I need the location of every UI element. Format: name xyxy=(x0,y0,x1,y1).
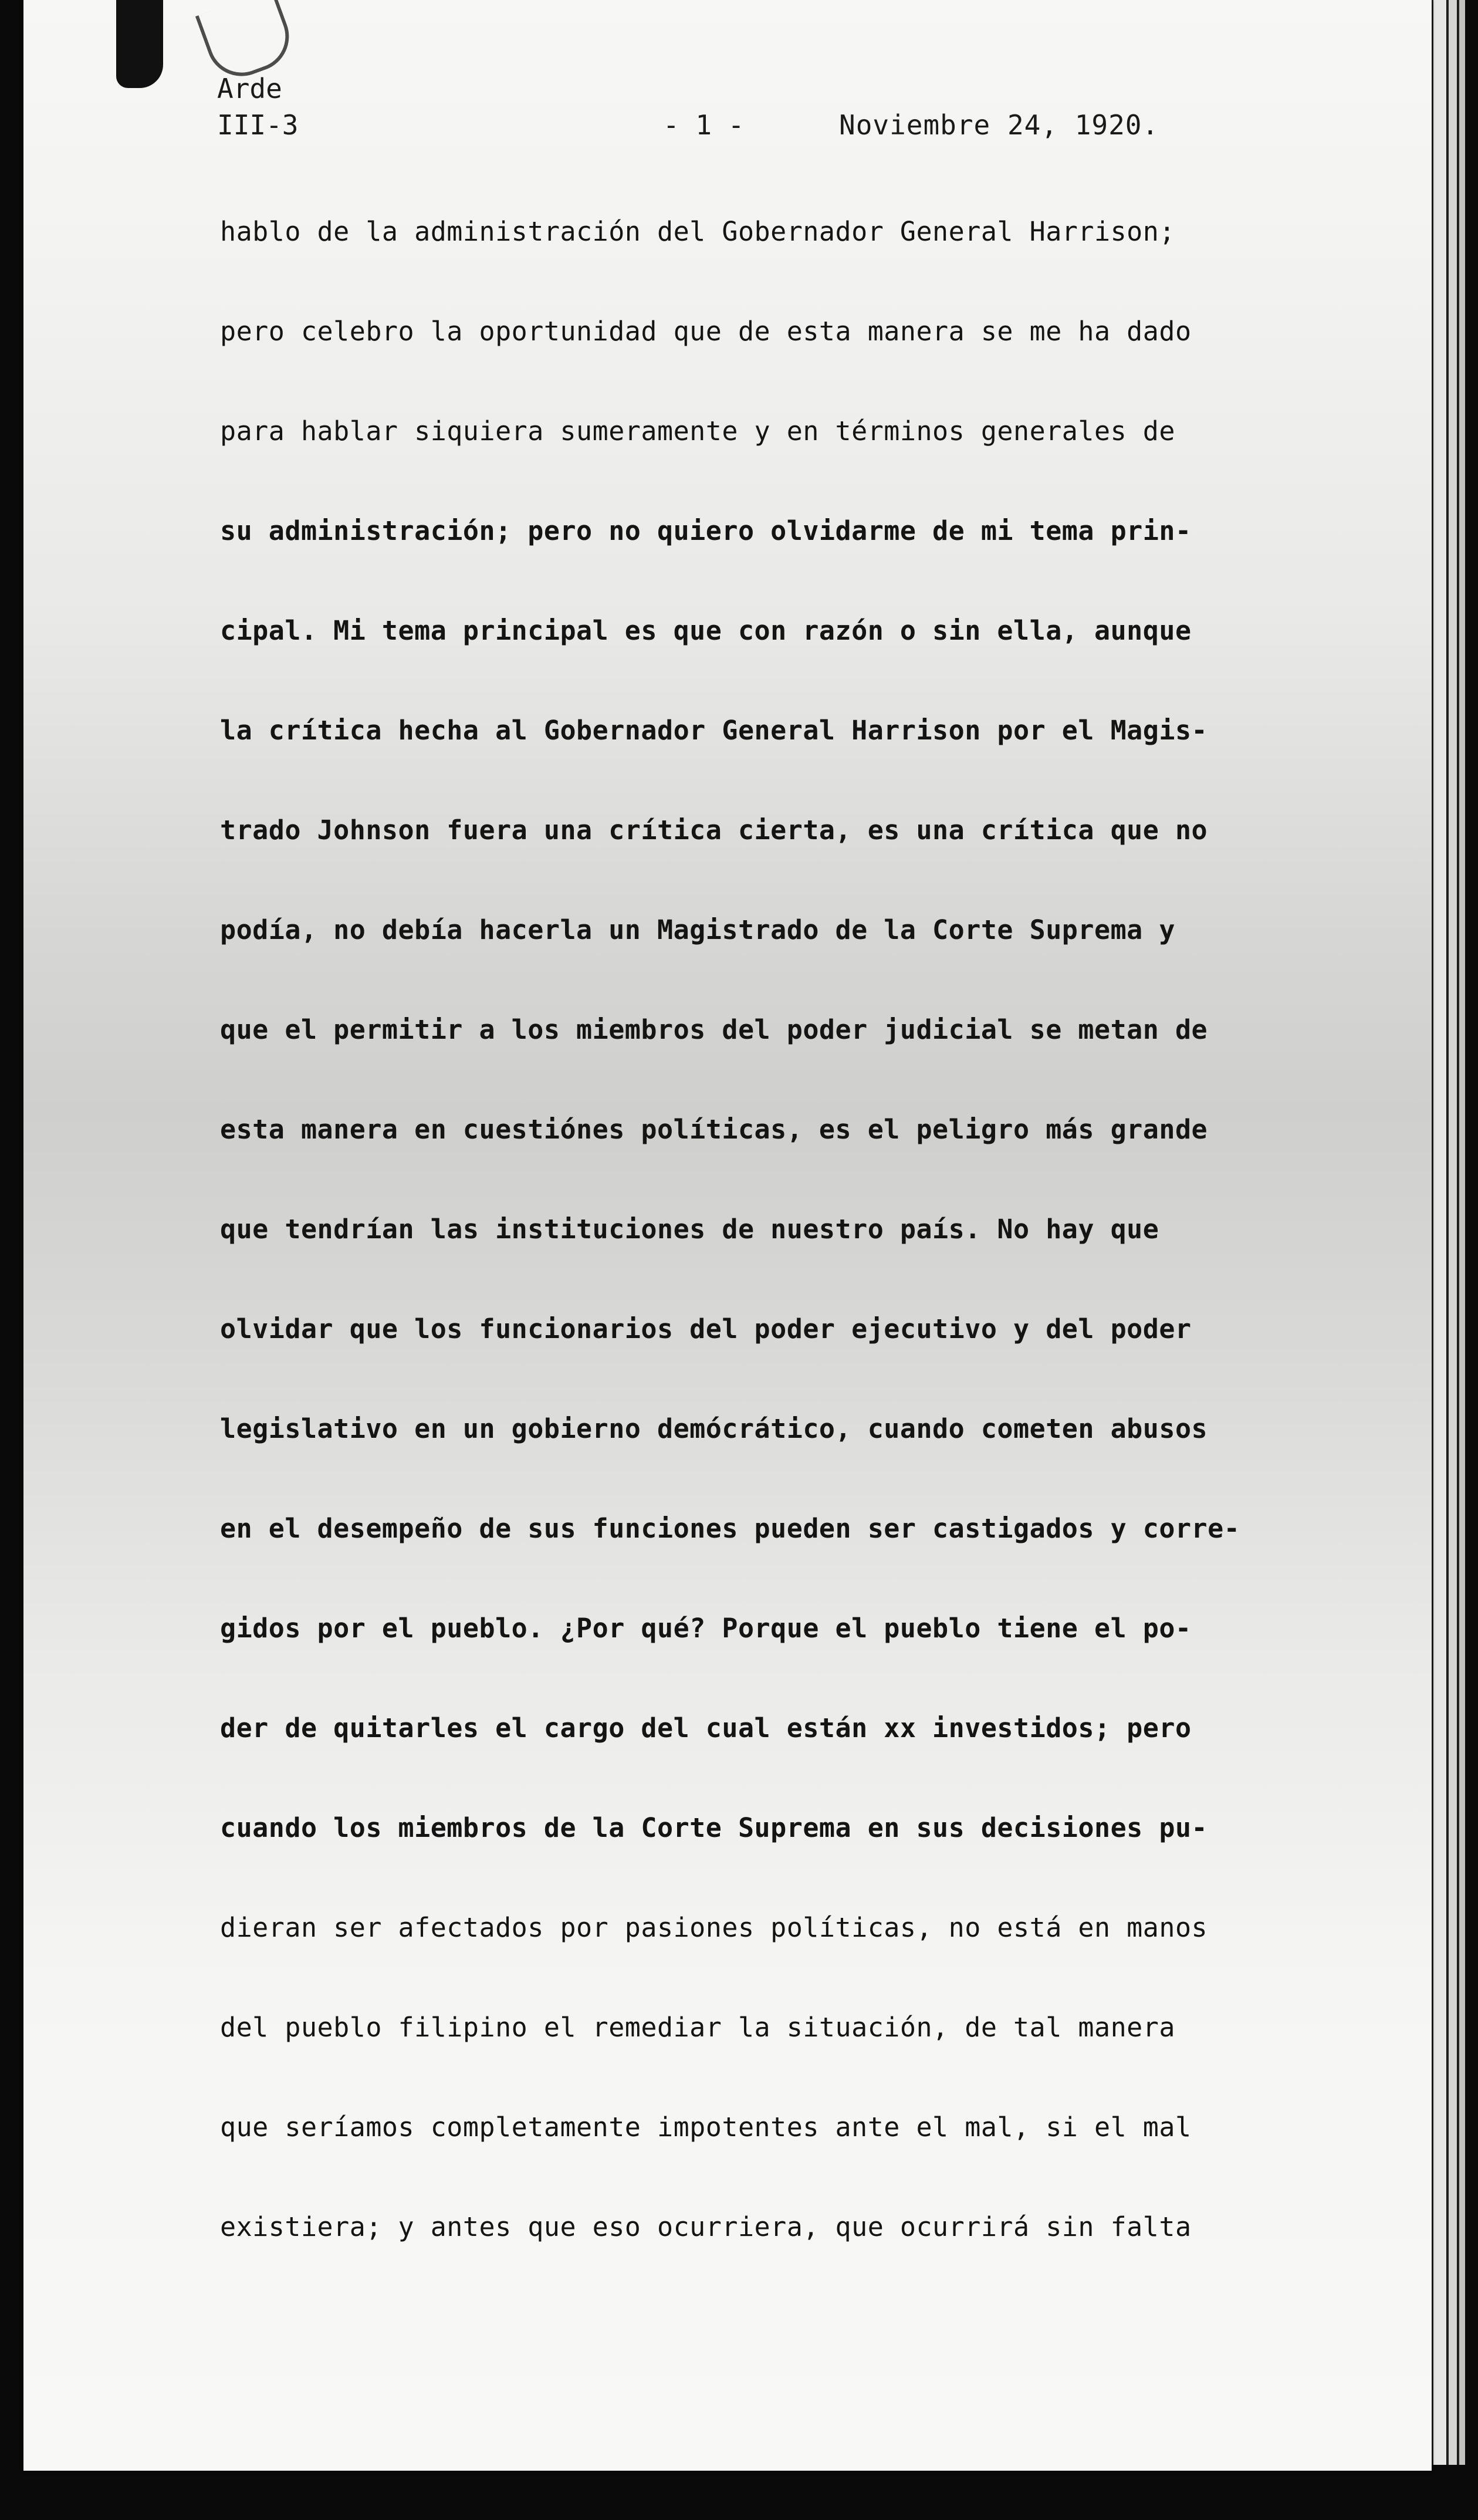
document-code xyxy=(217,70,298,143)
text-line: existiera; y antes que eso ocurriera, que ocurrirá sin falta xyxy=(220,2211,1192,2242)
text-line: que el permitir a los miembros del poder judicial se metan de xyxy=(220,1014,1208,1045)
page-edge xyxy=(1457,0,1465,2465)
text-line: gidos por el pueblo. ¿Por qué? Porque el pueblo tiene el po- xyxy=(220,1613,1192,1644)
text-line: podía, no debía hacerla un Magistrado de la Corte Suprema y xyxy=(220,914,1175,945)
text-line: pero celebro la oportunidad que de esta manera se me ha dado xyxy=(220,316,1192,347)
text-line: la crítica hecha al Gobernador General Harrison por el Magis- xyxy=(220,715,1208,746)
text-line: der de quitarles el cargo del cual están xx investidos; pero xyxy=(220,1712,1192,1744)
text-line: en el desempeño de sus funciones pueden ser castigados y corre- xyxy=(220,1513,1240,1544)
text-line: del pueblo filipino el remediar la situación, de tal manera xyxy=(220,2012,1175,2043)
text-line: hablo de la administración del Gobernador General Harrison; xyxy=(220,216,1175,247)
body-text xyxy=(220,208,1358,2303)
text-line: cuando los miembros de la Corte Suprema en sus decisiones pu- xyxy=(220,1812,1208,1843)
text-line: olvidar que los funcionarios del poder ejecutivo y del poder xyxy=(220,1313,1192,1345)
document-date: Noviembre 24, 1920. xyxy=(839,109,1159,141)
text-line: trado Johnson fuera una crítica cierta, es una crítica que no xyxy=(220,815,1208,846)
page-edge xyxy=(1447,0,1457,2465)
document-code-line1: Arde xyxy=(217,73,282,104)
text-line: que tendrían las instituciones de nuestro país. No hay que xyxy=(220,1214,1159,1245)
text-line: que seríamos completamente impotentes ante el mal, si el mal xyxy=(220,2112,1192,2143)
text-line: cipal. Mi tema principal es que con razón o sin ella, aunque xyxy=(220,615,1192,646)
page-edge xyxy=(1432,0,1446,2465)
binder-clip-mark xyxy=(116,0,163,88)
page-number: - 1 - xyxy=(663,109,745,141)
text-line: para hablar siquiera sumeramente y en términos generales de xyxy=(220,416,1175,447)
document-code-line2: III-3 xyxy=(217,109,299,141)
text-line: dieran ser afectados por pasiones políticas, no está en manos xyxy=(220,1912,1208,1943)
text-line: esta manera en cuestiónes políticas, es el peligro más grande xyxy=(220,1114,1208,1145)
text-line: legislativo en un gobierno demócrático, cuando cometen abusos xyxy=(220,1413,1208,1444)
text-line: su administración; pero no quiero olvidarme de mi tema prin- xyxy=(220,515,1192,546)
